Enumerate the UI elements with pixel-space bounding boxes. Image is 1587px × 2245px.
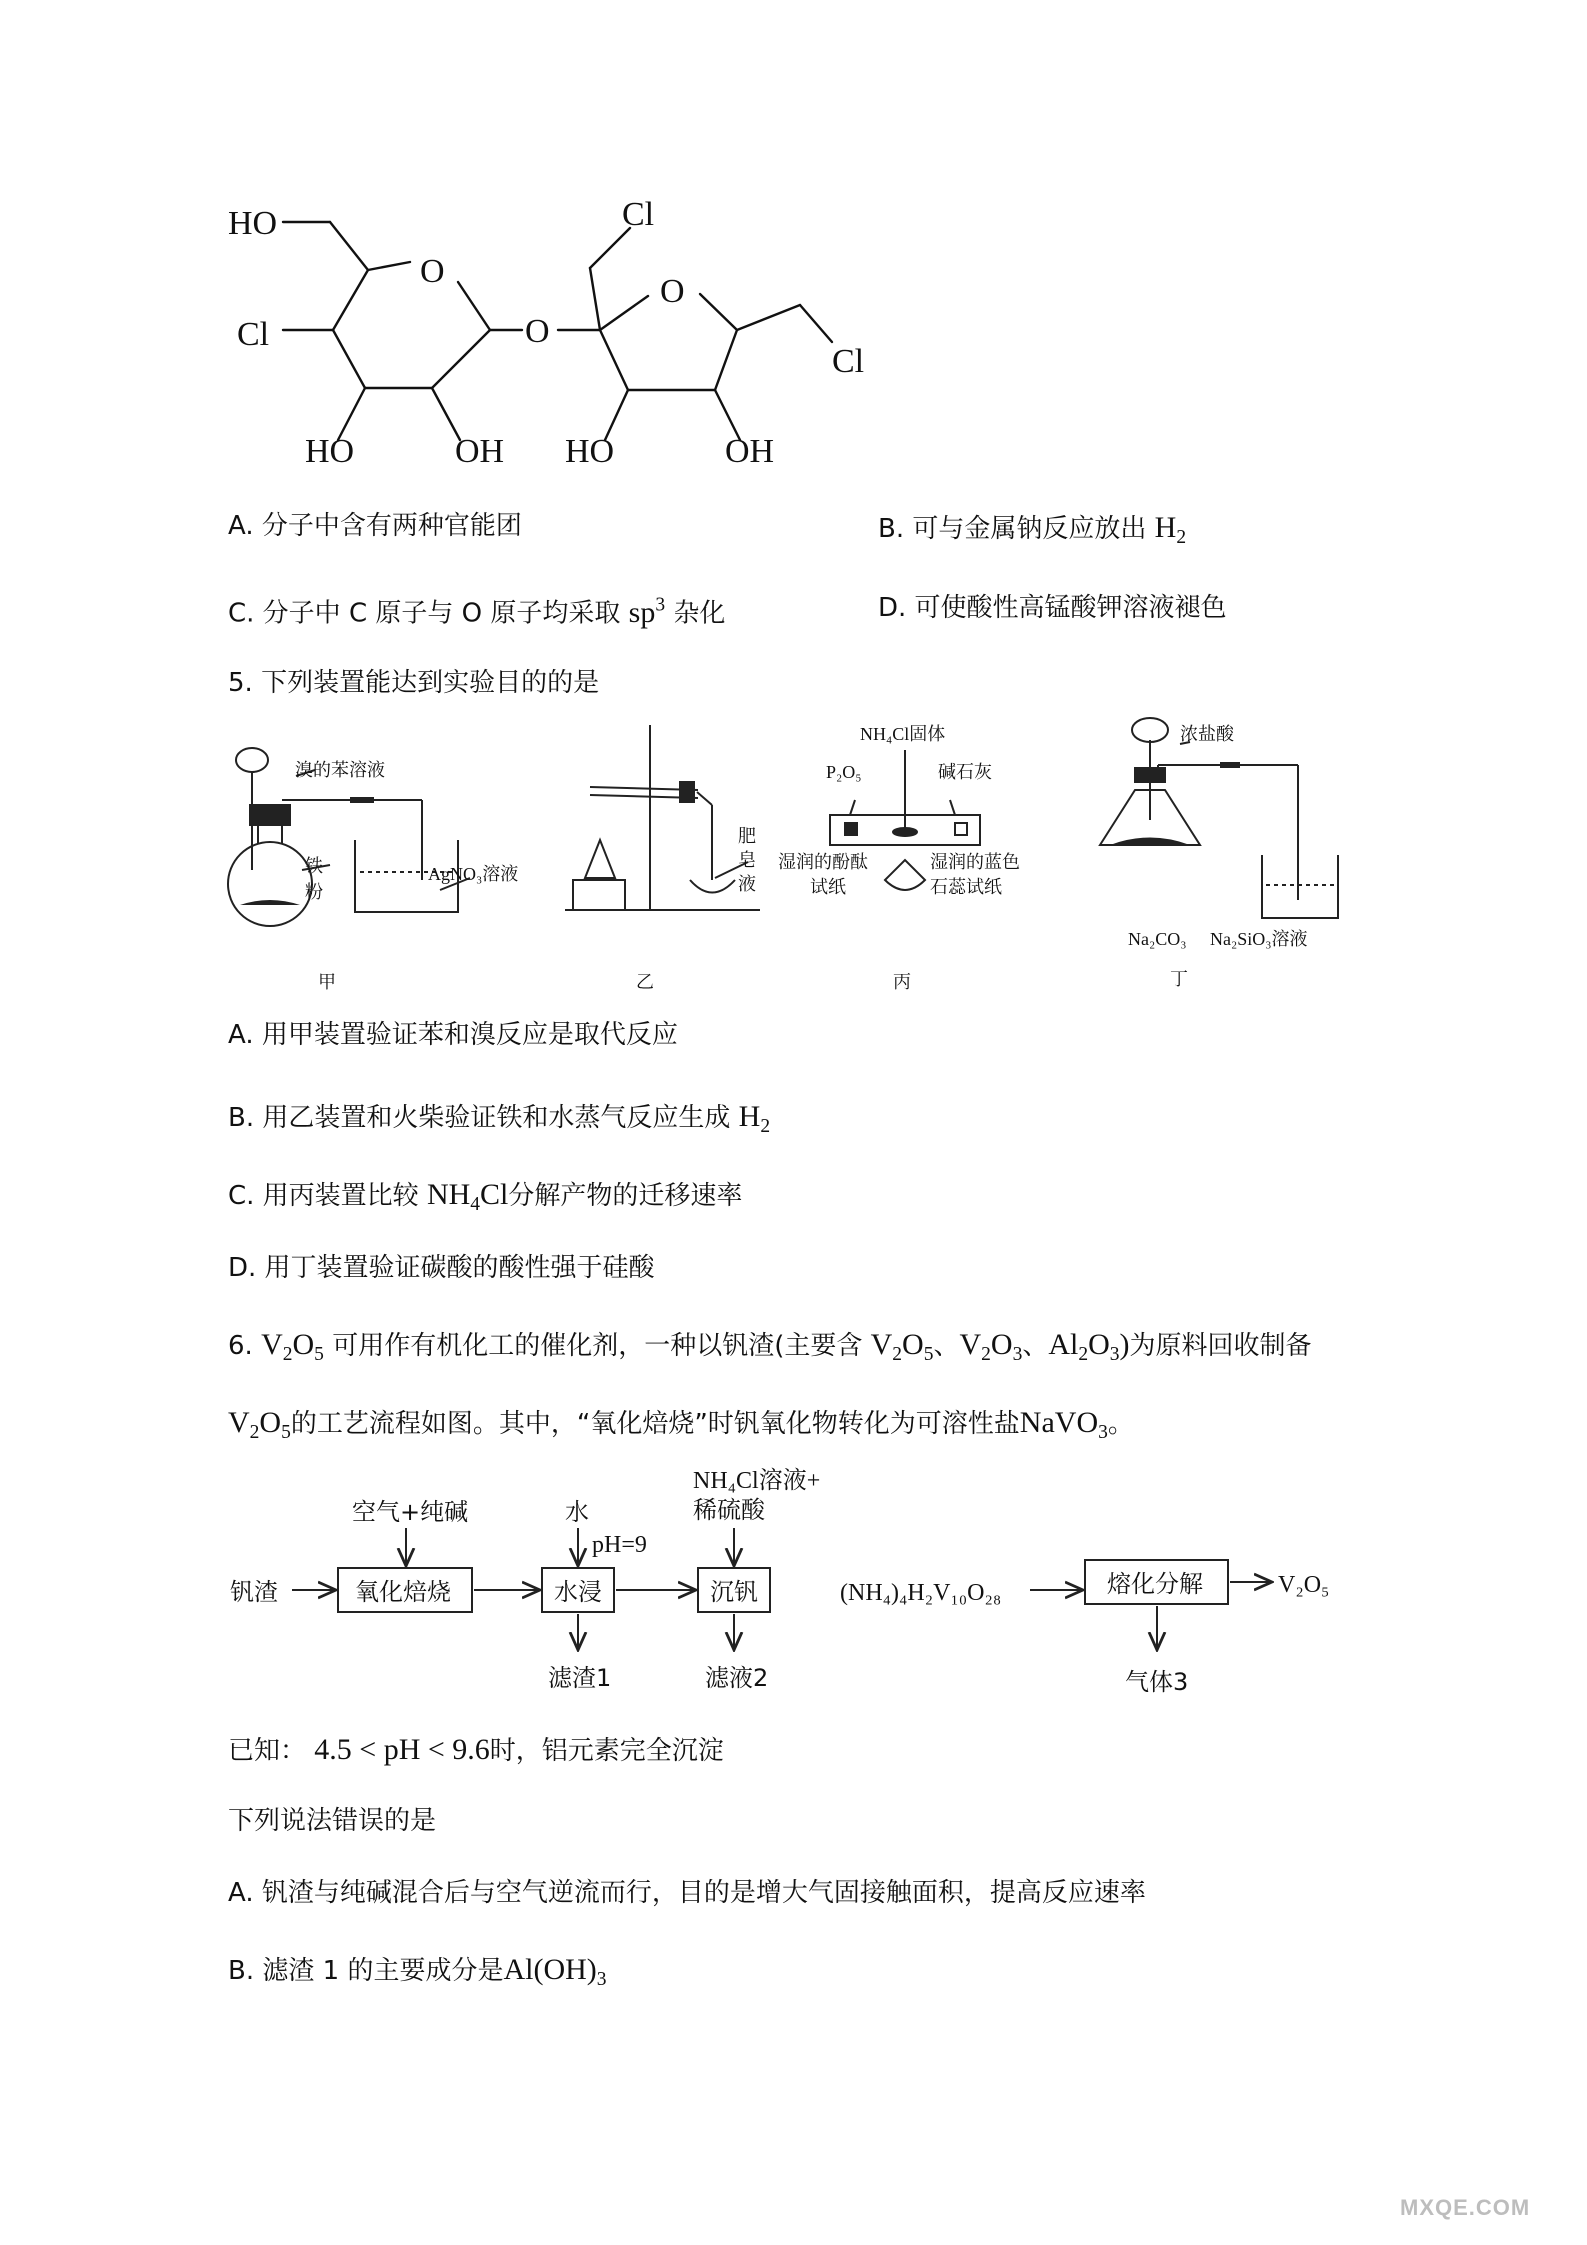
flow-box3: 沉钒 (710, 1578, 758, 1606)
structure-label: O (420, 253, 445, 290)
bing-paper-right: 石蕊试纸 (930, 877, 1002, 898)
q6-stem-line1: 6. $V_2O_5$ 可用作有机化工的催化剂，一种以钒渣(主要含 $V_2O_5$、$V_2O_3$、$Al_2O_3$)为原料回收制备 (228, 1328, 1312, 1365)
bing-paper-left: 湿润的酚酞 (778, 852, 868, 873)
flow-raw: 钒渣 (230, 1578, 278, 1606)
structure-label: Cl (237, 316, 270, 353)
q5-option-b[interactable]: B. 用乙装置和火柴验证铁和水蒸气反应生成 $H_2$ (228, 1100, 771, 1137)
watermark: MXQE.COM (1400, 2195, 1531, 2220)
structure-label: Cl (832, 343, 865, 380)
q6-ask: 下列说法错误的是 (228, 1806, 437, 1836)
ding-solid-label: Na₂CO₃ (1128, 929, 1187, 949)
structure-label: OH (725, 433, 775, 470)
q5-apparatus-figure (0, 700, 1587, 1010)
flow-add3-a: NH₄Cl溶液+ (693, 1468, 821, 1494)
q6-known: 已知： 4.5 < pH < 9.6时，铝元素完全沉淀 (228, 1733, 724, 1766)
caption-bing: 丙 (893, 972, 911, 993)
q5-option-d[interactable]: D. 用丁装置验证碳酸的酸性强于硅酸 (228, 1253, 655, 1283)
caption-yi: 乙 (636, 972, 654, 993)
flow-out1: 滤渣1 (548, 1664, 612, 1692)
flow-box2: 水浸 (554, 1578, 602, 1606)
structure-label: HO (305, 433, 355, 470)
bing-right-label: 碱石灰 (938, 762, 992, 783)
yi-soap-label: 肥 (738, 826, 756, 847)
yi-soap-label: 皂 (738, 850, 756, 871)
q6-stem-line2: $V_2O_5$的工艺流程如图。其中，“氧化焙烧”时钒氧化物转化为可溶性盐NaVO$_3$。 (228, 1406, 1134, 1443)
ding-acid-label: 浓盐酸 (1180, 724, 1234, 745)
bing-paper-left: 试纸 (810, 877, 846, 898)
yi-soap-label: 液 (738, 874, 756, 895)
q5-option-c[interactable]: C. 用丙装置比较 $NH_4Cl$分解产物的迁移速率 (228, 1178, 743, 1215)
structure-label: O (525, 313, 550, 350)
structure-label: O (660, 273, 685, 310)
q6-option-a[interactable]: A. 钒渣与纯碱混合后与空气逆流而行，目的是增大气固接触面积，提高反应速率 (228, 1878, 1146, 1908)
q6-option-b[interactable]: B. 滤渣 1 的主要成分是$Al(OH)_3$ (228, 1953, 607, 1990)
flow-add1: 空气+纯碱 (352, 1498, 469, 1526)
caption-jia: 甲 (318, 972, 336, 993)
flow-mid: (NH₄)₄H₂V₁₀O₂₈ (840, 1580, 1002, 1606)
jia-iron-label: 铁 (305, 856, 323, 877)
ding-beaker-label: Na₂SiO₃溶液 (1210, 929, 1308, 949)
flow-box4: 熔化分解 (1107, 1570, 1203, 1598)
flow-product: V₂O₅ (1278, 1572, 1330, 1598)
caption-ding: 丁 (1170, 969, 1188, 990)
q5-option-a[interactable]: A. 用甲装置验证苯和溴反应是取代反应 (228, 1020, 678, 1050)
bing-top-label: NH₄Cl固体 (860, 724, 946, 744)
jia-reagent-label: 溴的苯溶液 (295, 760, 385, 781)
q5-stem: 5. 下列装置能达到实验目的的是 (228, 668, 600, 698)
flow-ph: pH=9 (592, 1532, 647, 1558)
flow-out2: 滤液2 (705, 1664, 769, 1692)
flow-add3-b: 稀硫酸 (693, 1496, 765, 1524)
flow-add2: 水 (565, 1498, 589, 1526)
jia-beaker-label: AgNO₃溶液 (428, 864, 519, 884)
flow-box1: 氧化焙烧 (355, 1578, 451, 1606)
jia-iron-label: 粉 (305, 882, 323, 903)
flow-out3: 气体3 (1125, 1668, 1189, 1696)
structure-label: HO (228, 205, 278, 242)
q6-flowchart (0, 1460, 1587, 1710)
structure-label: HO (565, 433, 615, 470)
q4-option-b[interactable]: B. 可与金属钠反应放出 $H_2$ (878, 511, 1187, 548)
q4-option-c[interactable]: C. 分子中 C 原子与 O 原子均采取 $sp^3$ 杂化 (228, 594, 726, 629)
q4-option-a[interactable]: A. 分子中含有两种官能团 (228, 511, 522, 541)
structure-label: OH (455, 433, 505, 470)
q4-option-d[interactable]: D. 可使酸性高锰酸钾溶液褪色 (878, 593, 1227, 623)
structure-label: Cl (622, 196, 655, 233)
bing-paper-right: 湿润的蓝色 (930, 852, 1020, 873)
bing-left-label: P₂O₅ (826, 762, 862, 782)
sucralose-structure (0, 0, 1587, 500)
